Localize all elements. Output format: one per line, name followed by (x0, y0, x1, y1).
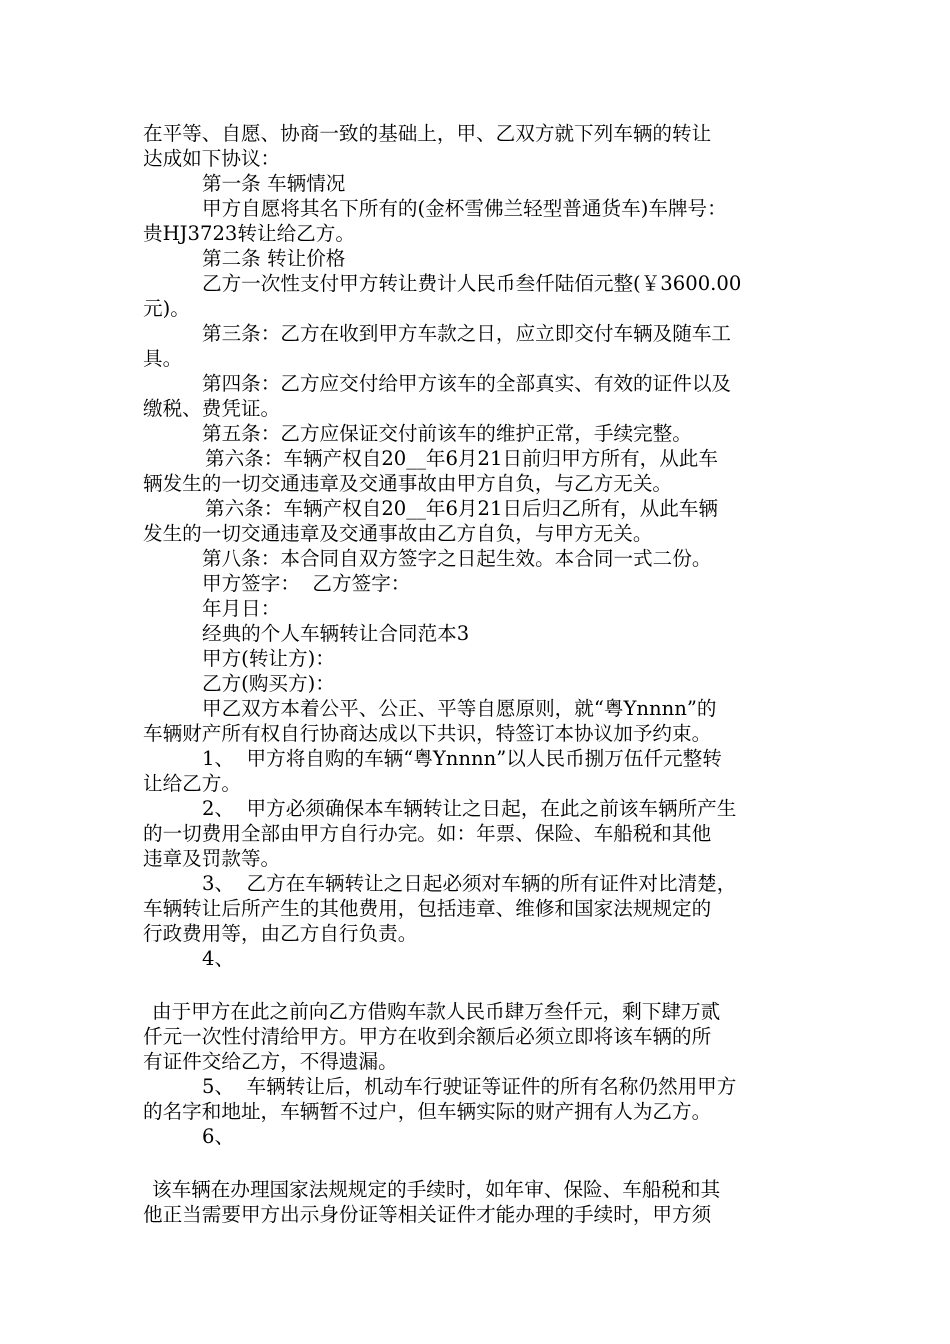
item-number: 6、 (202, 1125, 235, 1148)
text-line: 2、 甲方必须确保本车辆转让之日起，在此之前该车辆所产生 (202, 797, 737, 820)
text-line: 第六条：车辆产权自20__年6月21日前归甲方所有，从此车 (205, 447, 718, 470)
text-line: 仟元一次性付清给甲方。甲方在收到余额后必须立即将该车辆的所 (143, 1025, 712, 1048)
text-line: 具。 (143, 347, 183, 370)
text-line: 达成如下协议： (143, 147, 281, 170)
text-line: 违章及罚款等。 (143, 847, 281, 870)
party-b-line: 乙方(购买方)： (202, 672, 335, 695)
signature-line: 甲方签字： 乙方签字： (202, 572, 411, 595)
text-line: 他正当需要甲方出示身份证等相关证件才能办理的手续时，甲方须 (143, 1203, 712, 1226)
text-line: 的名字和地址，车辆暂不过户，但车辆实际的财产拥有人为乙方。 (143, 1100, 712, 1123)
text-line: 让给乙方。 (143, 772, 241, 795)
text-line: 1、 甲方将自购的车辆“粤Ynnnn”以人民币捌万伍仟元整转 (202, 747, 722, 770)
text-line: 该车辆在办理国家法规规定的手续时，如年审、保险、车船税和其 (152, 1178, 721, 1201)
text-line: 第五条：乙方应保证交付前该车的维护正常，手续完整。 (202, 422, 692, 445)
text-line: 车辆转让后所产生的其他费用，包括违章、维修和国家法规规定的 (143, 897, 712, 920)
section-heading: 第一条 车辆情况 (202, 172, 346, 195)
text-line: 5、 车辆转让后，机动车行驶证等证件的所有名称仍然用甲方 (202, 1075, 737, 1098)
text-line: 第四条：乙方应交付给甲方该车的全部真实、有效的证件以及 (202, 372, 732, 395)
text-line: 甲方自愿将其名下所有的(金杯雪佛兰轻型普通货车)车牌号： (202, 197, 727, 220)
party-a-line: 甲方(转让方)： (202, 647, 335, 670)
text-line: 在平等、自愿、协商一致的基础上，甲、乙双方就下列车辆的转让 (143, 122, 712, 145)
text-line: 3、 乙方在车辆转让之日起必须对车辆的所有证件对比清楚， (202, 872, 737, 895)
text-line: 的一切费用全部由甲方自行办完。如：年票、保险、车船税和其他 (143, 822, 712, 845)
text-line: 第八条：本合同自双方签字之日起生效。本合同一式二份。 (202, 547, 712, 570)
text-line: 有证件交给乙方，不得遗漏。 (143, 1050, 398, 1073)
text-line: 行政费用等，由乙方自行负责。 (143, 922, 418, 945)
text-line: 贵HJ3723转让给乙方。 (143, 222, 355, 245)
text-line: 甲乙双方本着公平、公正、平等自愿原则，就“粤Ynnnn”的 (202, 697, 717, 720)
text-line: 元)。 (143, 297, 190, 320)
section-heading: 第二条 转让价格 (202, 247, 346, 270)
date-line: 年月日： (202, 597, 281, 620)
text-line: 缴税、费凭证。 (143, 397, 281, 420)
contract-title: 经典的个人车辆转让合同范本3 (202, 622, 470, 645)
text-line: 乙方一次性支付甲方转让费计人民币叁仟陆佰元整(￥3600.00 (202, 272, 742, 295)
text-line: 由于甲方在此之前向乙方借购车款人民币肆万叁仟元，剩下肆万贰 (152, 1000, 721, 1023)
item-number: 4、 (202, 947, 235, 970)
text-line: 车辆财产所有权自行协商达成以下共识，特签订本协议加予约束。 (143, 722, 712, 745)
text-line: 第六条：车辆产权自20__年6月21日后归乙所有，从此车辆 (205, 497, 718, 520)
text-line: 辆发生的一切交通违章及交通事故由甲方自负，与乙方无关。 (143, 472, 673, 495)
text-line: 第三条：乙方在收到甲方车款之日，应立即交付车辆及随车工 (202, 322, 732, 345)
text-line: 发生的一切交通违章及交通事故由乙方自负，与甲方无关。 (143, 522, 653, 545)
